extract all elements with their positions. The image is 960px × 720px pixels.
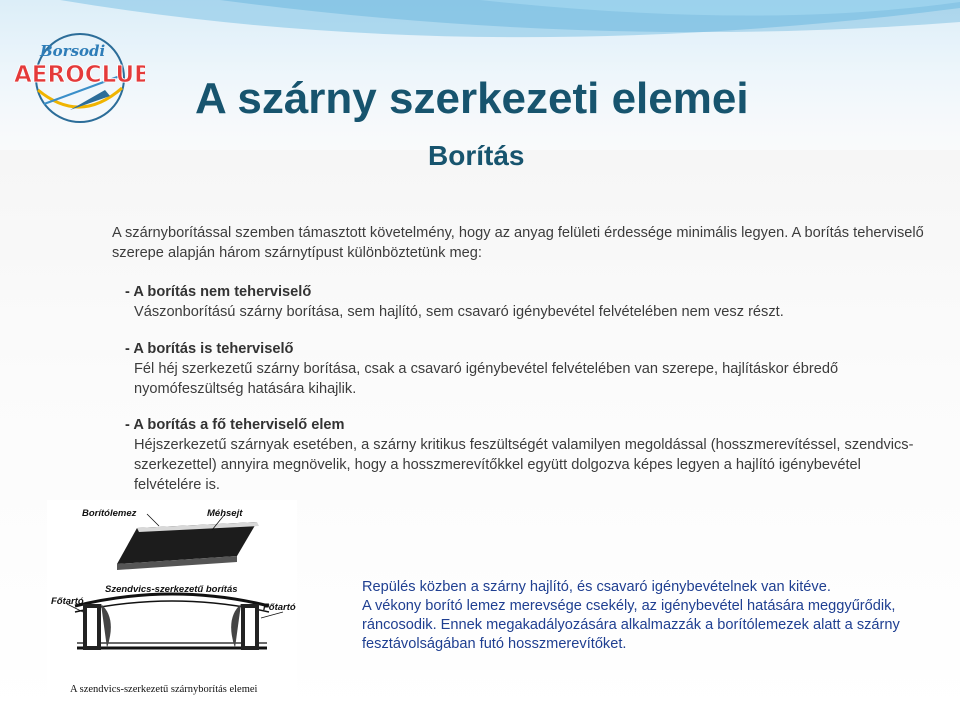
list-item-text: Vászonborítású szárny borítása, sem hajlító, sem csavaró igénybevétel felvételében nem vesz részt. [134,304,784,320]
page-title: A szárny szerkezeti elemei [195,74,749,123]
figure-label-spar-left: Főtartó [51,596,84,607]
page-subtitle: Borítás [428,140,525,171]
sandwich-skin-figure [47,500,297,700]
aeroclub-logo [10,30,145,130]
list-item-text: Héjszerkezetű szárnyak esetében, a szárny kritikus feszültségét valamilyen megoldással (hosszmerevítéssel, szendvics-szerkezettel) annyira megnövelik, hogy a hosszmerevítőkkel együtt dolgozva képes legyen a hajlító igénybevétel felvételére is. [134,437,914,493]
list-item-heading: - A borítás is teherviselő [125,341,294,357]
list-item-text: Fél héj szerkezetű szárny borítása, csak a csavaró igénybevétel felvételében van szerepe, hajlításkor ébredő nyomófeszültség hatására kihajlik. [134,361,839,397]
side-note-paragraph: A vékony borító lemez merevsége csekély, az igénybevétel hatására meggyűrődik, ráncosodik. Ennek megakadályozására alkalmazzák a borítólemezek alatt a szárny fesztávolságában futó hosszmerevítőket. [362,598,900,652]
list-item-heading: - A borítás nem teherviselő [125,284,312,300]
figure-caption: A szendvics-szerkezetű szárnyborítás elemei [70,684,258,695]
list-item [125,282,925,322]
figure-label-honeycomb: Méhsejt [207,508,243,519]
side-note-paragraph: Repülés közben a szárny hajlító, és csavaró igénybevételnek van kitéve. [362,579,831,595]
list-item [125,415,925,495]
figure-label-skin: Borítólemez [82,508,137,519]
side-note [362,578,960,654]
figure-label-sandwich: Szendvics-szerkezetű borítás [105,584,238,595]
intro-paragraph: A szárnyborítással szemben támasztott követelmény, hogy az anyag felületi érdessége minimális legyen. A borítás teherviselő szerepe alapján három szárnytípust különböztetünk meg: [112,225,924,261]
list-item [125,339,925,399]
svg-text:Borsodi: Borsodi [40,42,106,60]
sandwich-structure-drawing [47,500,297,700]
figure-label-spar-right: Főtartó [263,602,296,613]
list-item-heading: - A borítás a fő teherviselő elem [125,417,345,433]
svg-text:AEROCLUB: AEROCLUB [14,62,145,88]
